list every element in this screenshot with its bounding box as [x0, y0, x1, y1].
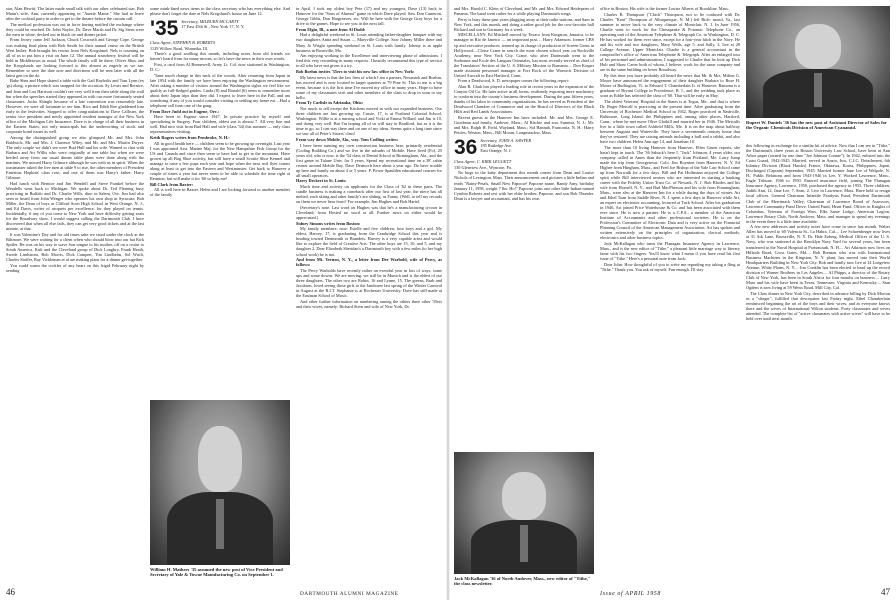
secretary-address-2: East Orange, N. J.: [480, 148, 512, 154]
secretary-name: Secretary, MILBURN MCCARTY: [181, 19, 239, 25]
paragraph: And from Mt. Vernon, N. Y., a letter from Dee Warbold, wife of Percy, as follows:: [296, 257, 442, 268]
paragraph: Recent guests at the Hanover Inn have included: Mr. and Mrs. George E. Goodman and family, Andover, Mass.; Al Ritchie and son, Summit, N. J.; Mr. and Mrs. Ralph H. Field, Wayland, Mass.; Sol Hannah, Franconia, N. H.; Harry Petries, Weston, Mass.; Bill Moran, Longmeadow, Mass.: [454, 114, 594, 136]
class-agent-address: 1129 Willow Road, Winnetka, Ill.: [150, 45, 208, 51]
paragraph: Babe Shea and Hope shared a table with the Gail Rayholts and Tom Lynn (ex 'gs) along, a picture which was snapped for the occasion. Sy Lewis and Bernice, and Jean and Lou Harrison couldn't see very well from their table along the wall but when the speeches started they appeared in with our more fortunately seated classmates. Jocko Shingle because of a late convention was reasonably late. However, we were all fortunate to see him. Rico and Edith Roe gladdened him early in the festivities. Stopped to offer congratulations to Dave Callister, the senior vice president and newly appointed resident manager of the New York office of the Michigan Life Insurance. Dave is in charge of all their business in the Eastern States, not only municipals but the underwriting of stock and corporate bond issues as well.: [6, 78, 144, 134]
paragraph: From Elgin, Ill., a note from Al Dodd:: [296, 26, 366, 32]
page-number: 46: [6, 587, 15, 597]
paragraph: this following in exchange for a similar bit of advice. Now that I can see in "Tithe," the Dartmouth, three years at Boston University Law School, have been at Ann Arbor paper (owned by one time "Joe Johnson Connie"). In 1942, enlisted into the Coast Guard, 1942-1945. Married, served in Anzio, Iwo, C.I.C. Detachment, 6th Infantry Division (Black Hawks) France, Okinawa, Korea, Philippines, Japan, Discharged (Captain) September, 1945. Married former Jane Lee of Walpole, N. H., Public Relations and from 1943-1946 in Lee, Y. Worked Lawrence, Mass., Eagle Tribune, 1946 to 1950. Entered insurance field, joining The Flanagan Insurance Agency, Lawrence, 1950, purchased the agency in 1955. Three children, Judith Ann, 12, Jane Lee, 7, Sean, 2. Live in Lawrence, Mass. Have held or resign local offices. General Chairman Infantile Paralysis Fund, President Dartmouth Club of the Merrimack Valley, Chairman of Lawrence Board of Assessors, Lawrence Community Fund Drive, United Fund, Heart Fund. Officer in Knights of Columbus, Veterans of Foreign Wars, Elks Same Lodge, American Legion, Lawrence Rotary Club, North Andover, Mass. and manager to spend my evenings in the event there is a little time available.: [746, 143, 890, 224]
paragraph: Among the distinguished group we also glimpsed Mr. and Mrs. John Baldwick, Mr. and Mrs. J. Clarence Wiley, and Mr. and Mrs. Martin Dwyer. The only couple we didn't see were Bud Hull and his wife. Wanted to chat with Barbara and Art Willis who were originally at one table but when we were herded away from our usual dinner table plans were done along with the martinis. We missed Harry Gilmore although he was with us in spirit. When the toastmaster asked the five men at table 9 to rise, the other members of President Emeritus Hopkins' class rose, and one of them was Harry's father, Harry Gilmore.: [6, 134, 144, 180]
paragraph: Bill Clark from Baxter:: [150, 181, 194, 187]
paragraph: some mink-lined news items to the class secretary who has everything else. And please don't forget the date at Nels Krogslund's house on June 12.: [150, 6, 290, 17]
class-year: '35: [150, 17, 179, 41]
paragraph: in April. I took my oldest boy Pete (17) and my youngest, Dave (13) back to Hanover for the "Sons of Alumni" game in which Dave played. Saw Don Cameron, George Gibbs, Don Hargreaves, etc. Will be here with the George Gray boys for a drive to the games. Hope to see you in the next fall.: [296, 6, 442, 27]
paragraph: (Secretary's note: Last word on Hughes was that he's a manufacturing tycoon in Cleveland; from Hosted no word at all. Further news on either would be appreciated.): [296, 204, 442, 220]
paragraph: There's a good smilling this month, including notes from old friends we haven't heard from for many moons, so let's have the news in their own words.: [150, 51, 290, 62]
paragraph: From Ty Carlisle in Adrianka, Ohio:: [296, 100, 364, 106]
paragraph: My family members: now: Estelle and five children; four boys and a girl. My eldest, Harvey, 17, is graduating from the Cambridge School this year and is heading toward Dartmouth or Brandeis. Harvey is a very capable artist and would like to explore the field of Creative Arts. The other boys are 15, 10, and 5, and my daughter 2. Dear Elizabeth Sheridan's a Dartmouth boy with a few miles (to her high school work) he is not.: [296, 226, 442, 257]
right-column-3: [746, 143, 890, 587]
paragraph: From a Deadwood, S. D. newspaper comes the following report:: [458, 78, 569, 84]
page-number: 47: [881, 587, 890, 597]
paragraph: 'Taint much change in this neck of the woods. After returning from Japan in late 1954 with the family we have been enjoying the Washington environment. After taking a number of visitors around the Washington sights we feel like we qualify as full-fledged guides. Linda (8) and Ronald (6) seem to remember more about their Japan trips than they did. I expect to leave here in the Fall, and am wondering if any of you would consider visiting or settling my home ext....Had a telephone call from one of the gang.: [150, 72, 290, 109]
paragraph: Much time and activity on applicants for the Class of '62 in these parts. The candle business is making a comeback after our first of last year, the niece has all melted, each skiing and other family's are sliding, as Fanny. (Well, to tell my records on them we never hear from? For example, Jim Hughes and Bob Hartel.: [296, 184, 442, 205]
secretary-name: Secretary, JOHN A. SAWYER: [480, 138, 532, 144]
paragraph: and Mrs. Harold C. Klein of Cleveland, and Mr. and Mrs. Edward Heidepeter of Panama. The band went rather for a while playing Dartmouth songs.: [454, 6, 594, 17]
paragraph: All in good health here — children seem to be growing up overnight. Last year I was appointed Asst. Marine Maj. for the New Hampshire Fish Group for the US and Canada and since then seem to have had to get in the mountain. Have grown up all Bog Shoe activity, but still have a small Scottie Shoe Kennel and manage to raise a few pups each year and hope when the next real flyer comes along at least to get into the Eastern and Westminster. Get back to Hanover a couple of times a year but never seem to be able to schedule the time right at Reunion, but will make it for '60 so help me!: [150, 140, 290, 182]
paragraph: All is well here in Baxter. Helen and I are looking forward to another member of the family: [150, 187, 290, 198]
paragraph: Perry is busy these past years plugging away at their radio stations, and Sam in New York, and this month, and doing a rather good job for the cow-favorite hall Richard and son in Germany for a week.: [454, 16, 594, 32]
paragraph: Alan B. Clark has played a leading role in recent years in the expansion of the Canyon Oil Co. He later active in all forms, resiliently exposing more machinery to conform into the county's business development. During the past fifteen years, thanks of his labor in community organizations, he has served as President of the Deadwood Chamber of Commerce and on the Board of Directors of the Black Hills and Red Lands Associations.: [454, 84, 594, 115]
paragraph: Have been in Eugene since 1947. In private practice by myself and specializing in Surgery. Four children, oldest son is almost 7. All very fine and well. Had nice visit from Bud Hall and wife (class '34) this summer — only class representatives visiting.: [150, 114, 290, 135]
class-agent: Class Agent, STEPHEN B. ROBERTS: [150, 40, 216, 46]
photo-caption: Rupert W. Daniels '36 has the new post of Assistant Director of Sales for the Organic Chemicals Division of American Cyanamid.: [746, 120, 887, 131]
paragraph: You could warm the cockles of any heart on this frigid February night by sending: [6, 262, 144, 273]
left-column-2: [150, 6, 290, 401]
paragraph: The medical profession was out in force having notified the exchange where they could be reached. Dr. John Naylor, Dr. Dave Marsh and Dr. Sig Stern were the men in white, decked out in black tie and dinner jacket.: [6, 21, 144, 37]
portrait-photo-daniels: [746, 6, 890, 118]
portrait-photo-mathers: [150, 400, 290, 565]
paragraph: From way down Mobile, Ala., way. Tom Codling writes:: [296, 136, 399, 142]
paragraph: The Class dinner in New York City, described in advance billing by Dick Morton as a "slinger", fulfilled that description last Friday night. Ethel Chamberlain reminisced beginning the art of the boys and their wives, and as everyone knows there and the wives of International Wilton students. Forty classmates and wives attended. The complete list of "active classmates with active wives" will have to be held over until next month.: [746, 290, 890, 321]
class-year: 36: [454, 136, 478, 160]
right-column-2: [600, 6, 740, 568]
paragraph: The more than 10 living Hanover from Hanover, Ellen Gruen reports, she hasn't kept in touch. The '36 Sabuck's here I. "Jack" Johnson, 4 years older, our company called in Ames than the frequently from Portland, Me. Larry Jump made the trip from Georgetown, Colo. Jim Boynton from Hanover, N. Y. Ed Higbee from Hingham, Mass., and Fred Joe Bishop of the Yale Law School came up from Norwalk for a few days. Bill and Pat Hoffmann enjoyed the College spirit while Bill interviewed seniors who are interested in starting a banking career with the Fidelity Union Trust Co. of Newark, N. J. Bob Rhodes and his wife from Hornell, N. Y., and Bud MacPherson and his wife from Framingham, Mass., were also at the Hanover Inn for a while during the days of winter. Art and Ethel Toan from Saddle River, N. J. spent a few days in Hanover while Art, an expert on electronic accounting, lectured at Tuck School. After his graduation in 1946, Art joined Price Waterhouse & Co. and has been associated with them ever since. He is now a partner. He is a C.P.A., a member of the American Institute of Accountants and other professional societies. He is on the Profession's Committee of Electronic Data and is very active on the Financial Planning Council of the American Management Association. Art has spoken and written extensively on the principles of organization, clerical methods, electronics and other business topics.: [600, 144, 740, 241]
right-column-1: [454, 6, 594, 451]
left-column-3: [296, 6, 442, 590]
paragraph: From Jersey came Jeff Jackson, Chuck Cosworth and George Cope. George was making final plans with Bob Smith for their annual cruise on the British West Indies. Bob brought his rescue from Nels Krogslund. Nels is counting on all of us to put him a visit on June 12. The annual strawberry festival will be held in Middletown as usual. The whole family will be there, Oliver Shoo and the Krogslunds are looking forward to this almost as eagerly as we are. Remember to save the date now and directions will be sent later with all the latest gen on the do.: [6, 37, 144, 78]
paragraph: Charles B. Thompson ("Chick" Thompson, not to be confused with Dr. Charles "Kent" Thompson of Albuquerque, N. M.) left Rich- mond, Va., last summer to move back to the very climate of Montclair, N. J. In June 1956, Charlie went to work for the Chesapeake & Potomac Telephone Co., an operating unit of the American Telephone & Telegraph Co. in Washington, D. C. He has worked for them ever since, except for a four-year hitch in the Navy. He and his wife and two daughters, Mary Wells, age 5, and Sally, 3, live at 28 College Avenue, Upper Montclair. Charlie is a general accountant in the comptroller's office of American Telephone & Telegraph. After an enlarged tour of his personnel and administration, I suggested to Charlie that he look up Dick Holt and Shaw Carter both of whom, I believe, work for the same company and are in the same building on lower Broadway.: [600, 11, 740, 73]
paragraph: From Dave Judd out in Eugene, Ore.:: [150, 108, 220, 114]
paragraph: By this time you have probably all heard the news that Mr. & Mrs. Milton G. Moore have announced the engagement of their daughter Barbara to Rose H. Moore of Burlington, Vt. to Edward T. Chamberlain Jr. of Hanover. Ramona is a graduate of Bryant College in Providence, R. I., and the wedding took place as soon as Eddie has selected the class of '60. That will be early in May.: [600, 72, 740, 98]
paragraph: Had a delightful weekend in St. Louis attending father-daughter banquet with my two daughters Anita and Susan — Maryville College. Saw Johnny Miller there and Mary Jo Wright spending weekend in St. Louis with family. Johnny is in apple business in Boonville, Mo.: [296, 32, 442, 53]
paragraph: I have been running my own construction business here, primarily residential (Coding Building Co.) and we live in the suburbs of Mobile. Have lived (Fo), 25 years old, who is now, is the '54 class of Dental School at Birmingham, Ala., and the first game in Tulane Univ. for 5 years. Spend my recreational time on a 38' cabin cruiser around Mobile Bay. Dave Dernorch here about a year ago. Do have trouble up here and family on about 4 or 5 years. P. Power Spaulden educational courses for all small operators.: [296, 142, 442, 178]
class-secretary-block: [480, 138, 531, 153]
paragraph: star, Alan Hewitt. The latter made small talk with our other celebrated star, Bob Mann's wife, Ann, currently appearing in "Auntie Mame." She had to leave after the cocktail party in order to get to the theatre before the curtain call.: [6, 6, 144, 22]
class-secretary-block: [181, 19, 244, 29]
right-page: [448, 0, 896, 600]
secretary-address: 185 Rutledge Ave.: [480, 143, 513, 149]
paragraph: Am enjoying working in the Excellence and interviewing phase of admissions. I find this very rewarding in many respects. I heartily recommend this type of service to all who have not given it a try.: [296, 53, 442, 69]
paragraph: Not much to tell except the Kitchens moved in with our expanded business. Our three children are fast growing up. Cassie, 17, is at Portland Colonial School, Washington. Willie is at a nursing school and Vicki at Emma Willard, and Jim is 10, and doing very well. But I'm hoping all of us will stay in Bradford, but as it is the time to go, so I can stay there and on one of my ideas. Seems quite a long time since we saw all of Peter's Sisters' class!: [296, 106, 442, 137]
paragraph: office in Boston. His wife is the former Louise Alberts of Brookline, Mass.: [600, 6, 729, 11]
paragraph: And other further information on numbering among the others three other '35ers and their wives, namely: Richard Stern and wife of New York, Dr.: [296, 298, 442, 309]
photo-caption: Jack McKallagan '36 of North Andover, Mass., new editor of "Tithe," the class newsletter.: [454, 576, 591, 587]
class-agent: Class Agent, C. KIRK LEGGETT: [454, 159, 512, 165]
paragraph: MISCELLANY: Ed Mitchell moved by Texaco from Kingston, Jamaica, to be manager in Rio de Janeiro — an important post.... Harry Adamson, former CBS vp and executive producer, teamed up in charge of production of Screen Gems in Hollywood....Cloise Crane in search the most chosen school year on Rockville Academy, near New York City. Crane, who after Dartmouth went to the Sorbonne and Ecole des Langues Orientales, has most recently served as chief of the Translators' Section of the U. S. Military Mission to Romania.... Don Kasper made assistant personnel manager at Fort Rock of the Warwick Division of United Aircraft in East Hartford, Conn.: [454, 32, 594, 78]
paragraph: Keith Rogers writes from Pembroke, N. H.:: [150, 135, 230, 141]
secretary-address: 17 East 45th St., New York 17, N. Y.: [181, 24, 245, 30]
paragraph: Harry Deckert in St. Louis:: [296, 178, 347, 184]
paragraph: A few new addresses and activity notes have come in since last month. Walter Allen has moved to 60 Valencia St., La Habra, Cal.... Lee Schoenberger now lives at 31 Ark Lane, Bronxville, N. Y. Dr. Hale Ezberg, Medical Officer of the U. S. Navy, who was stationed at the Brooklyn Navy Yard for several years, has been transferred to the Naval Hospital at Portsmouth, N. H.... Art Atkinson now lives on Hillside Road, Cross Gates, Md.... Bob Brenton who was with International Business Machines in the Kingston, N. Y. plant, has moved into their World Headquarters Building in New York City. Bob and family now live at 14 Longview Avenue, White Plains, N. Y.... Jim Conklin has been elected to head up the record division of Warner Brothers in Los Angeles.... Al Phipps, a director of the Rotary Club of New York, has been in South Africa for four months on business.... Larry Marx and his wife have been in Texas, Tennessee, Virginia and Kentucky.... Stan Ogdent is now living at 59 Weiss Road, Mill City, Cal.: [746, 224, 890, 290]
paragraph: The oldest Veterans' Hospital in the States is at Togus, Me., and that is where Dr. Roger Metcalf is practicing at the present time. After graduating from the University of Rochester Medical School in 1942, Roger practiced in Nashville, Baltimore, Long Island, the Philippines and, among other places, Hartford, Conn., where he met nurse Olive Glothill and married her in 1946. The Metcalfs live in a little town called Ashfield Mills, Me. It is on the map about halfway between Augusta and Waterville. They have a seventeenth century home that they've restored. They are raising animals including a bull and a rabbit, and also have two children. Helen Ann age 14, and Jonathan 10.: [600, 98, 740, 144]
left-column-1: [6, 6, 144, 590]
paragraph: It was Valentine's Day and for old times sake we stood under the clock at the Biltmore. We were waiting for a client when who should blow into our hat Kirk Spitler. He was on his way to wave Son tongue to his mother, off on a cruise to South America. Kirk and the Cleveland group of Dick Loughry, Frank Heath, Swede Lindstrom, Bob Morris, Dick Campen, Tim Lindheim, Sol Wuch, Charles Stoffer, Ray Vickleman et al are making plans for a dinner get-together.: [6, 231, 144, 262]
magazine-running-title: DARTMOUTH ALUMNI MAGAZINE: [300, 591, 399, 597]
paragraph: No bugs in the baby department this month comes from Dean and Louise Nichols of Lexington, Mass. Their announcement card pictures a little Indian and reads "Rainy-Petals, Small New Papoose! Papoose name, Randy Amy, birthday January 11, 1958, weight 7 lbs. Ho!" Papoose joins one other little Indian named Cynthia Roberts and rest with her elder brother, Papoose, and son Bob Thunder. Dean is a lawyer and accountant, and has his own: [454, 170, 594, 201]
paragraph: Sidney Simons writes from Boston:: [296, 220, 361, 226]
class-agent-address: 130 Glenview Ave., Wyncote, Pa.: [454, 164, 512, 170]
paragraph: Bob Boehm invites '35ers to visit his new law office in New York:: [296, 68, 415, 74]
paragraph: The Percy Warbolds have recently rather an eventful year in lots of ways, some ups and some downs. We are moving, we still be in Munich and is the eldest of our three daughters. The other two are Robin, 16 and Lynne, 15. The greens, Barb and Jacobsen, loved seeing those girls to the Jamboree last spring of the Winter Carnival in August at the R.I.T. Stephanie is at Rochester University. Dave has still made at the Eastman School of Music.: [296, 267, 442, 299]
portrait-photo-mckallagan: [454, 452, 594, 574]
paragraph: Had lunch with Bernice and Jim Wendell and Steve Frankel before the Wendells went back to Michigan. We spoke about Dr. Ted Fleming busy practicing in Buffalo and Dr. Charlie Wills, dino in Salem, Ore. Jim had also seen or heard from John Wenger who operates his own shop in Syracuse, Bob Miller, the Dean of boys at Clifford Scott High School in West Orange, N. J., and Ed Davis, writer of racquets per excellence, for they played on tennis. Incidentally, if any of you come to New York and have difficulty getting seats for the Broadway show, I would suggest calling the Dartmouth Club. I have discovered that when all else fails, they can get very good tickets and at the last minute, at that.: [6, 180, 144, 231]
paragraph: My latest news is that the law firm of which I am a partner, Newmark and Boehm, has moved and is now located in larger quarters at 79 Pine St. This to me is a big event, because it is the first time I've moved my office in many years. Hope to have some of my classmates visit and other members of the class to drop in soon to say hello.: [296, 74, 442, 100]
paragraph: Dear John: How thoughtful of you to write me regarding my taking a fling at "Tithe." Thank you. You ask of myself. Fun enough. I'll stay: [600, 261, 740, 272]
paragraph: First, a card from Al Bonnewell, Army Lt. Col. now stationed in Washington, D. C.:: [150, 62, 290, 73]
paragraph: Jack McKallagan who turns the Flanagan Insurance Agency in Lawrence, Mass., and is the new editor of "Tithe," a pleasant little marriage way to literary fame with his two fingers. You'll know what I mean if you have read his first issue of "Tithe." Here's a personal note from Jack:: [600, 241, 740, 262]
issue-line: Issue of APRIL 1958: [600, 591, 662, 597]
class-36-header: [454, 136, 594, 160]
photo-caption: William H. Mathers '35 assumed the new post of Vice President and Secretary of Yale & Towne Manufacturing Co. on September 1.: [150, 567, 283, 578]
class-35-header: [150, 17, 290, 41]
